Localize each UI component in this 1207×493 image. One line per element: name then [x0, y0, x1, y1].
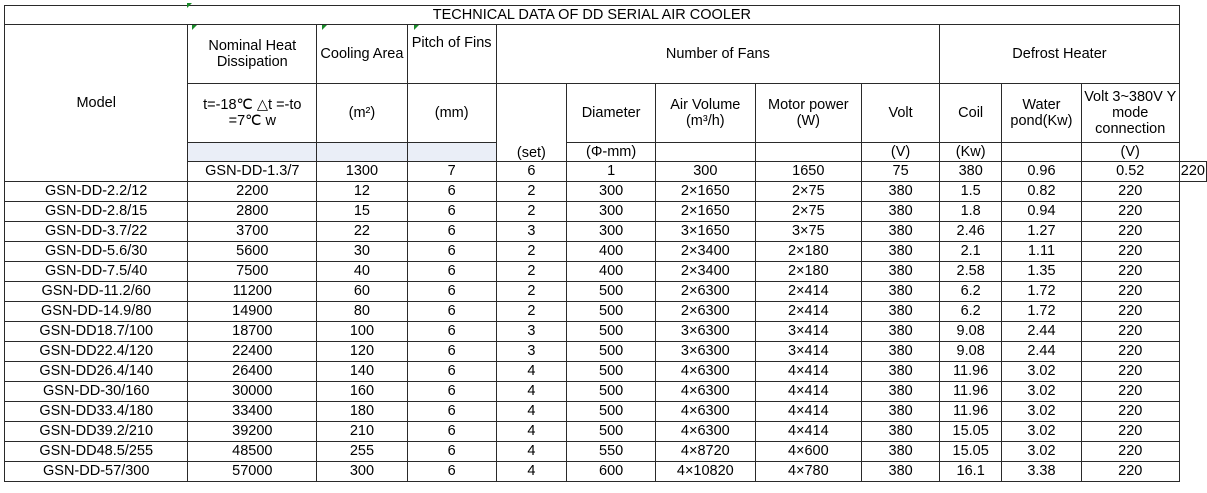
cell-fans-set: 4: [496, 442, 567, 462]
cell-motor-power: 4×414: [755, 382, 862, 402]
header-defrost-heater: Defrost Heater: [940, 25, 1180, 84]
cell-model: GSN-DD22.4/120: [5, 342, 188, 362]
cell-model: GSN-DD-2.8/15: [5, 202, 188, 222]
cell-model: GSN-DD-2.2/12: [5, 182, 188, 202]
cell-water-pond: 3.02: [1002, 422, 1081, 442]
cell-heater-volt: 220: [1081, 382, 1179, 402]
cell-fans-set: 4: [496, 402, 567, 422]
cell-model: GSN-DD39.2/210: [5, 422, 188, 442]
cell-heater-volt: 220: [1081, 302, 1179, 322]
cell-heat-dissipation: 11200: [188, 282, 317, 302]
cell-coil: 1.5: [940, 182, 1002, 202]
cell-pitch-of-fins: 6: [407, 362, 496, 382]
cell-water-pond: 2.44: [1002, 322, 1081, 342]
comment-marker: [187, 3, 192, 8]
cell-heater-volt: 220: [1081, 362, 1179, 382]
table-row: [5, 442, 1207, 462]
cell-fan-diameter: 400: [567, 262, 656, 282]
cell-motor-power: 3×414: [755, 322, 862, 342]
cell-water-pond: 3.02: [1002, 442, 1081, 462]
cell-heat-dissipation: 30000: [188, 382, 317, 402]
cell-volt: 380: [862, 382, 940, 402]
cell-heater-volt: 220: [1081, 462, 1179, 482]
cell-coil: 11.96: [940, 402, 1002, 422]
cell-water-pond: 3.02: [1002, 402, 1081, 422]
header-nominal-condition: t=-18℃ △t =-to =7℃ w: [188, 84, 317, 143]
header-coil: Coil: [940, 84, 1002, 143]
table-row: [5, 202, 1207, 222]
cell-volt: 380: [862, 222, 940, 242]
cell-cooling-area: 40: [317, 262, 408, 282]
table-row: [5, 362, 1207, 382]
cell-fan-diameter: 300: [656, 162, 755, 182]
table-row: [5, 182, 1207, 202]
header-blank-cell: [656, 143, 755, 162]
cell-water-pond: 1.35: [1002, 262, 1081, 282]
cell-pitch-of-fins: 6: [407, 262, 496, 282]
cell-pitch-of-fins: 6: [407, 462, 496, 482]
header-volt-unit: (V): [862, 143, 940, 162]
cell-fans-set: 4: [496, 422, 567, 442]
cell-volt: 380: [862, 322, 940, 342]
header-model: Model: [5, 25, 188, 182]
cell-volt: 380: [862, 362, 940, 382]
cell-fans-set: 3: [496, 322, 567, 342]
cell-coil: 11.96: [940, 362, 1002, 382]
cell-water-pond: 1.27: [1002, 222, 1081, 242]
cell-cooling-area: 60: [317, 282, 408, 302]
cell-fan-diameter: 550: [567, 442, 656, 462]
cell-water-pond: 0.52: [1081, 162, 1179, 182]
header-pitch-of-fins: Pitch of Fins: [407, 25, 496, 84]
cell-model: GSN-DD-5.6/30: [5, 242, 188, 262]
cell-fans-set: 1: [567, 162, 656, 182]
table-row: [5, 462, 1207, 482]
cell-pitch-of-fins: 6: [407, 202, 496, 222]
cell-fan-diameter: 400: [567, 242, 656, 262]
cell-air-volume: 2×6300: [656, 282, 755, 302]
cell-air-volume: 4×6300: [656, 422, 755, 442]
header-blank-cell: [317, 143, 408, 162]
comment-marker: [322, 25, 327, 30]
header-blank-cell: [755, 143, 862, 162]
cell-pitch-of-fins: 6: [407, 422, 496, 442]
cell-water-pond: 2.44: [1002, 342, 1081, 362]
cell-coil: 2.46: [940, 222, 1002, 242]
cell-fan-diameter: 300: [567, 182, 656, 202]
cell-water-pond: 1.11: [1002, 242, 1081, 262]
cell-air-volume: 1650: [755, 162, 862, 182]
cell-volt: 380: [862, 202, 940, 222]
cell-fan-diameter: 300: [567, 202, 656, 222]
cell-heater-volt: 220: [1081, 202, 1179, 222]
cell-fan-diameter: 500: [567, 322, 656, 342]
header-number-of-fans: Number of Fans: [496, 25, 939, 84]
cell-model: GSN-DD-30/160: [5, 382, 188, 402]
cell-air-volume: 2×3400: [656, 242, 755, 262]
cell-air-volume: 3×6300: [656, 342, 755, 362]
cell-volt: 380: [862, 242, 940, 262]
cell-pitch-of-fins: 6: [496, 162, 567, 182]
cell-pitch-of-fins: 6: [407, 242, 496, 262]
table-row: [5, 402, 1207, 422]
cell-water-pond: 3.02: [1002, 362, 1081, 382]
cell-coil: 16.1: [940, 462, 1002, 482]
cell-pitch-of-fins: 6: [407, 302, 496, 322]
header-cooling-area: Cooling Area: [317, 25, 408, 84]
cell-coil: 6.2: [940, 302, 1002, 322]
cell-heater-volt: 220: [1081, 322, 1179, 342]
cell-heat-dissipation: 2800: [188, 202, 317, 222]
cell-heat-dissipation: 57000: [188, 462, 317, 482]
cell-volt: 380: [940, 162, 1002, 182]
technical-data-table: [4, 5, 1207, 482]
cell-volt: 380: [862, 282, 940, 302]
cell-heater-volt: 220: [1081, 422, 1179, 442]
header-coil-unit: (Kw): [940, 143, 1002, 162]
header-pitch-unit: (mm): [407, 84, 496, 143]
cell-heat-dissipation: 18700: [188, 322, 317, 342]
cell-heat-dissipation: 22400: [188, 342, 317, 362]
cell-volt: 380: [862, 402, 940, 422]
cell-cooling-area: 15: [317, 202, 408, 222]
cell-cooling-area: 160: [317, 382, 408, 402]
cell-cooling-area: 180: [317, 402, 408, 422]
cell-fans-set: 2: [496, 282, 567, 302]
cell-motor-power: 3×75: [755, 222, 862, 242]
cell-heat-dissipation: 1300: [317, 162, 408, 182]
cell-coil: 0.96: [1002, 162, 1081, 182]
cell-water-pond: 1.72: [1002, 282, 1081, 302]
cell-water-pond: 0.94: [1002, 202, 1081, 222]
cell-heater-volt: 220: [1081, 222, 1179, 242]
cell-fan-diameter: 600: [567, 462, 656, 482]
cell-air-volume: 3×1650: [656, 222, 755, 242]
cell-heater-volt: 220: [1081, 242, 1179, 262]
header-water-pond: Water pond(Kw): [1002, 84, 1081, 143]
header-blank-cell: [1002, 143, 1081, 162]
cell-model: GSN-DD-3.7/22: [5, 222, 188, 242]
cell-model: GSN-DD-14.9/80: [5, 302, 188, 322]
cell-air-volume: 3×6300: [656, 322, 755, 342]
cell-model: GSN-DD-7.5/40: [5, 262, 188, 282]
cell-coil: 9.08: [940, 342, 1002, 362]
cell-coil: 15.05: [940, 422, 1002, 442]
cell-volt: 380: [862, 462, 940, 482]
cell-cooling-area: 80: [317, 302, 408, 322]
cell-water-pond: 3.02: [1002, 382, 1081, 402]
cell-coil: 2.1: [940, 242, 1002, 262]
cell-model: GSN-DD26.4/140: [5, 362, 188, 382]
cell-model: GSN-DD33.4/180: [5, 402, 188, 422]
cell-fans-set: 3: [496, 342, 567, 362]
cell-motor-power: 2×75: [755, 202, 862, 222]
header-volt-mode: Volt 3~380V Y mode connection: [1081, 84, 1179, 143]
cell-fans-set: 4: [496, 382, 567, 402]
cell-heater-volt: 220: [1081, 402, 1179, 422]
cell-heater-volt: 220: [1081, 262, 1179, 282]
cell-heat-dissipation: 14900: [188, 302, 317, 322]
table-row: [5, 242, 1207, 262]
cell-cooling-area: 210: [317, 422, 408, 442]
header-diameter: Diameter: [567, 84, 656, 143]
cell-volt: 380: [862, 262, 940, 282]
cell-coil: 2.58: [940, 262, 1002, 282]
cell-cooling-area: 22: [317, 222, 408, 242]
cell-motor-power: 4×414: [755, 402, 862, 422]
table-row: [5, 422, 1207, 442]
cell-air-volume: 4×6300: [656, 362, 755, 382]
cell-motor-power: 4×414: [755, 422, 862, 442]
cell-motor-power: 3×414: [755, 342, 862, 362]
header-blank-cell: [407, 143, 496, 162]
cell-fans-set: 3: [496, 222, 567, 242]
header-volt: Volt: [862, 84, 940, 143]
cell-heat-dissipation: 2200: [188, 182, 317, 202]
cell-fans-set: 2: [496, 202, 567, 222]
header-cooling-area-unit: (m²): [317, 84, 408, 143]
cell-coil: 1.8: [940, 202, 1002, 222]
cell-coil: 11.96: [940, 382, 1002, 402]
cell-heat-dissipation: 26400: [188, 362, 317, 382]
cell-pitch-of-fins: 6: [407, 282, 496, 302]
cell-air-volume: 4×6300: [656, 402, 755, 422]
cell-fans-set: 2: [496, 182, 567, 202]
cell-fan-diameter: 500: [567, 362, 656, 382]
cell-pitch-of-fins: 6: [407, 322, 496, 342]
cell-pitch-of-fins: 6: [407, 342, 496, 362]
table-row: [5, 302, 1207, 322]
cell-fans-set: 4: [496, 462, 567, 482]
cell-cooling-area: 100: [317, 322, 408, 342]
cell-fan-diameter: 500: [567, 422, 656, 442]
cell-motor-power: 2×180: [755, 242, 862, 262]
cell-model: GSN-DD-11.2/60: [5, 282, 188, 302]
cell-volt: 380: [862, 182, 940, 202]
comment-marker: [414, 25, 419, 30]
cell-heat-dissipation: 33400: [188, 402, 317, 422]
cell-fan-diameter: 300: [567, 222, 656, 242]
cell-model: GSN-DD-57/300: [5, 462, 188, 482]
cell-pitch-of-fins: 6: [407, 442, 496, 462]
header-air-volume: Air Volume (m³/h): [656, 84, 755, 143]
table-row: [5, 382, 1207, 402]
cell-volt: 380: [862, 442, 940, 462]
cell-motor-power: 2×180: [755, 262, 862, 282]
header-blank-cell: [188, 143, 317, 162]
table-row: [5, 342, 1207, 362]
cell-pitch-of-fins: 6: [407, 402, 496, 422]
table-title: TECHNICAL DATA OF DD SERIAL AIR COOLER: [5, 6, 1180, 25]
cell-fan-diameter: 500: [567, 342, 656, 362]
cell-heater-volt: 220: [1081, 282, 1179, 302]
cell-cooling-area: 140: [317, 362, 408, 382]
cell-heat-dissipation: 5600: [188, 242, 317, 262]
header-nominal-heat: Nominal Heat Dissipation: [188, 25, 317, 84]
cell-fans-set: 2: [496, 262, 567, 282]
cell-motor-power: 4×414: [755, 362, 862, 382]
cell-volt: 380: [862, 302, 940, 322]
cell-air-volume: 2×1650: [656, 182, 755, 202]
cell-pitch-of-fins: 6: [407, 182, 496, 202]
cell-heat-dissipation: 7500: [188, 262, 317, 282]
cell-pitch-of-fins: 6: [407, 382, 496, 402]
comment-marker: [192, 25, 197, 30]
cell-coil: 15.05: [940, 442, 1002, 462]
cell-heat-dissipation: 48500: [188, 442, 317, 462]
cell-air-volume: 2×3400: [656, 262, 755, 282]
cell-cooling-area: 7: [407, 162, 496, 182]
cell-heat-dissipation: 3700: [188, 222, 317, 242]
cell-fan-diameter: 500: [567, 382, 656, 402]
table-row: [5, 262, 1207, 282]
cell-heat-dissipation: 39200: [188, 422, 317, 442]
cell-motor-power: 2×75: [755, 182, 862, 202]
cell-fan-diameter: 500: [567, 302, 656, 322]
cell-model: GSN-DD-1.3/7: [188, 162, 317, 182]
cell-fans-set: 2: [496, 302, 567, 322]
cell-motor-power: 75: [862, 162, 940, 182]
cell-motor-power: 4×600: [755, 442, 862, 462]
cell-air-volume: 2×6300: [656, 302, 755, 322]
cell-air-volume: 2×1650: [656, 202, 755, 222]
cell-air-volume: 4×10820: [656, 462, 755, 482]
cell-pitch-of-fins: 6: [407, 222, 496, 242]
cell-heater-volt: 220: [1081, 342, 1179, 362]
cell-water-pond: 1.72: [1002, 302, 1081, 322]
cell-air-volume: 4×8720: [656, 442, 755, 462]
cell-motor-power: 2×414: [755, 282, 862, 302]
cell-fans-set: 2: [496, 242, 567, 262]
header-volt-mode-unit: (V): [1081, 143, 1179, 162]
cell-heater-volt: 220: [1179, 162, 1206, 182]
table-row: [5, 322, 1207, 342]
cell-air-volume: 4×6300: [656, 382, 755, 402]
cell-model: GSN-DD48.5/255: [5, 442, 188, 462]
cell-cooling-area: 12: [317, 182, 408, 202]
cell-model: GSN-DD18.7/100: [5, 322, 188, 342]
cell-heater-volt: 220: [1081, 182, 1179, 202]
cell-volt: 380: [862, 422, 940, 442]
cell-volt: 380: [862, 342, 940, 362]
table-row: [5, 222, 1207, 242]
cell-fan-diameter: 500: [567, 282, 656, 302]
table-row: [5, 282, 1207, 302]
cell-cooling-area: 120: [317, 342, 408, 362]
cell-cooling-area: 30: [317, 242, 408, 262]
cell-water-pond: 0.82: [1002, 182, 1081, 202]
cell-motor-power: 2×414: [755, 302, 862, 322]
header-motor-power: Motor power (W): [755, 84, 862, 143]
cell-coil: 6.2: [940, 282, 1002, 302]
cell-fan-diameter: 500: [567, 402, 656, 422]
cell-coil: 9.08: [940, 322, 1002, 342]
cell-water-pond: 3.38: [1002, 462, 1081, 482]
cell-fans-set: 4: [496, 362, 567, 382]
header-fans-unit: (set): [496, 84, 567, 162]
cell-cooling-area: 300: [317, 462, 408, 482]
cell-motor-power: 4×780: [755, 462, 862, 482]
cell-heater-volt: 220: [1081, 442, 1179, 462]
cell-cooling-area: 255: [317, 442, 408, 462]
header-diameter-unit: (Φ-mm): [567, 143, 656, 162]
